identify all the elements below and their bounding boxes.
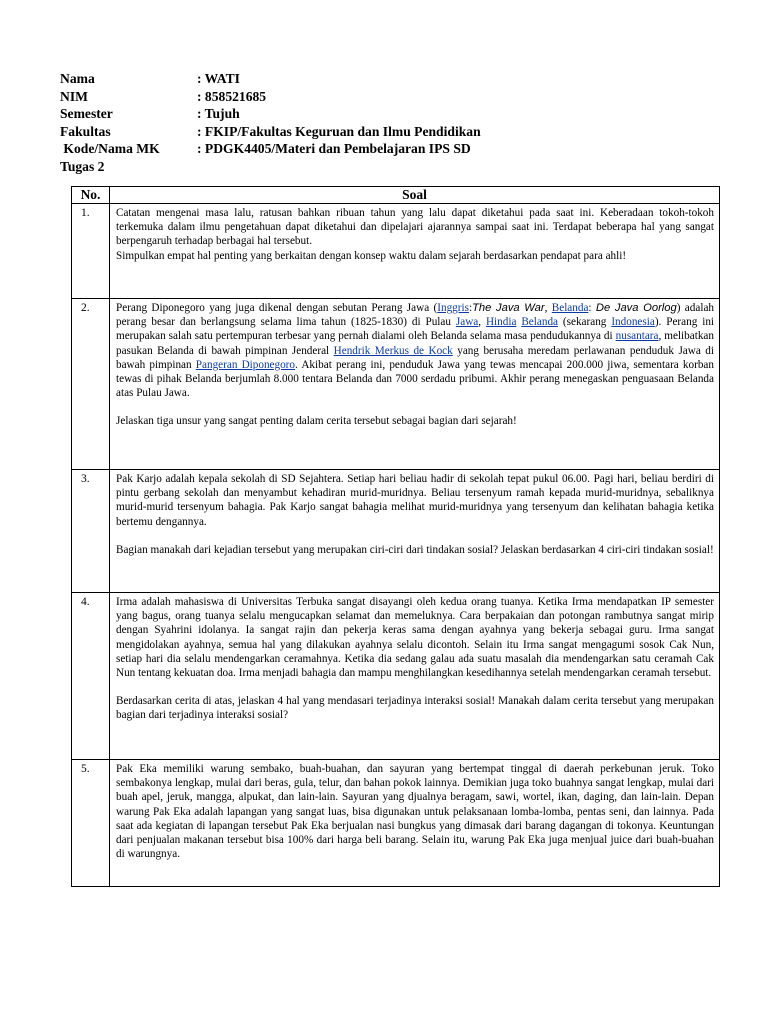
text-span: yang berusaha meredam perlawanan penduduk Jawa di bawah pimpinan (116, 344, 715, 371)
info-label: Semester (60, 106, 113, 122)
info-value: : FKIP/Fakultas Keguruan dan Ilmu Pendidikan (197, 123, 481, 139)
table-header-row (72, 187, 720, 204)
question-prompt: Jelaskan tiga unsur yang sangat penting dalam cerita tersebut sebagai bagian dari sejarah! (116, 415, 517, 428)
column-header-soal: Soal (110, 187, 720, 204)
table-row (72, 204, 720, 299)
info-label: NIM (60, 88, 88, 104)
info-label: Fakultas (60, 123, 111, 139)
link-inggris[interactable]: Inggris (437, 302, 469, 314)
info-label: Kode/Nama MK (60, 141, 160, 157)
table-row (72, 760, 720, 887)
table-row (72, 299, 720, 470)
text-span: ). Perang ini merupakan salah satu pertempuran terbesar yang pernah dialami oleh Belanda selama masa pendudukannya di (116, 316, 715, 343)
info-value: : 858521685 (197, 88, 267, 104)
info-value: : PDGK4405/Materi dan Pembelajaran IPS SD (197, 141, 471, 157)
question-text (110, 299, 720, 470)
table-row (72, 470, 720, 593)
info-row-nim (60, 88, 481, 106)
question-text (110, 593, 720, 760)
question-paragraph: Irma adalah mahasiswa di Universitas Terbuka sangat disayangi oleh kedua orang tuanya. Ketika Irma mendapatkan IP semester yang bagus, orang tuanya selalu mengucapkan selamat dan memeluknya. Cara berpakaian dan potongan rambutnya sangat mirip dengan Syahrini idolanya. Ia sangat rajin dan pekerja keras sama dengan ayahnya yang bekerja sebagai guru. Irma sangat mengidolakan ayahnya, semua hal yang dilakukan ayahnya selalu dicontoh. Selain itu Irma sangat mengagumi sosok Cak Nun, setiap hari dia selalu mendengarkan ceramahnya. Ketika dia sedang galau ada suatu masalah dia mendengarkan satu ceramah Cak Nun tentang kekuatan doa. Irma menjadi bahagia dan mampu menghilangkan kesedihannya setelah mendengarkan ceramah tersebut. (116, 596, 714, 680)
link-hendrik-merkus-de-kock[interactable]: Hendrik Merkus de Kock (333, 344, 453, 357)
link-belanda-2[interactable]: Belanda (521, 316, 558, 329)
question-number: 5. (72, 760, 110, 887)
link-hindia[interactable]: Hindia (485, 316, 517, 329)
text-span: (sekarang (558, 316, 612, 329)
question-number: 4. (72, 593, 110, 760)
info-row-kode-mk (60, 140, 481, 158)
info-value: : Tujuh (197, 106, 240, 122)
question-prompt: Berdasarkan cerita di atas, jelaskan 4 hal yang mendasari terjadinya interaksi sosial! Manakah dalam cerita tersebut yang merupakan bagian dari terjadinya interaksi sosial? (116, 695, 714, 722)
question-number: 1. (72, 204, 110, 299)
table-row (72, 593, 720, 760)
info-row-semester (60, 105, 481, 123)
info-value: : WATI (197, 71, 240, 86)
link-pangeran-diponegoro[interactable]: Pangeran Diponegoro (195, 358, 296, 371)
question-text (110, 760, 720, 887)
column-header-no: No. (72, 187, 110, 204)
text-span: . Akibat perang ini, penduduk Jawa yang tewas mencapai 200.000 jiwa, sementara korban tewas di pihak Belanda berjumlah 8.000 tentara Belanda dan 7000 serdadu pribumi. Akhir perang menegaskan penguasaan Belanda atas Pulau Jawa. (116, 358, 714, 400)
info-row-fakultas (60, 123, 481, 141)
link-belanda[interactable]: Belanda (551, 302, 589, 314)
text-span: : (468, 302, 473, 314)
text-span: , melibatkan pasukan Belanda di bawah pimpinan Jenderal (116, 330, 714, 357)
foreign-term: De Java Oorlog (595, 302, 677, 314)
question-text (110, 204, 720, 299)
questions-table (71, 186, 720, 887)
question-prompt: Bagian manakah dari kejadian tersebut yang merupakan ciri-ciri dari tindakan sosial? Jelaskan berdasarkan 4 ciri-ciri tindakan sosial! (116, 543, 714, 556)
question-prompt: Simpulkan empat hal penting yang berkaitan dengan konsep waktu dalam sejarah berdasarkan pendapat para ahli! (116, 249, 627, 262)
question-paragraph: Pak Eka memiliki warung sembako, buah-buahan, dan sayuran yang bertempat tinggal di daerah perkebunan jeruk. Toko sembakonya lengkap, mulai dari beras, gula, telur, dan bahan pokok lainnya. Demikian juga toko buahnya sangat lengkap, mulai dari buah apel, jeruk, mangga, alpukat, dan lain-lain. Sayuran yang djualnya beragam, sawi, wortel, ikan, daging, dan lain-lain. Depan warung Pak Eka adalah lapangan yang sangat luas, bisa digunakan untuk pelaksanaan lomba-lomba, pentas seni, dan lainnya. Pada saat ada kegiatan di lapangan tersebut Pak Eka berjualan nasi bungkus yang dimasak dari barang dagangan di tokonya. Keuntungan dari penjualan makanan tersebut bisa 100% dari harga beli barang. Selain itu, warung Pak Eka juga menjual juice dari buah-buahan di warungnya. (116, 763, 714, 861)
link-indonesia[interactable]: Indonesia (611, 316, 655, 329)
text-span: Perang Diponegoro yang juga dikenal dengan sebutan Perang Jawa ( (116, 302, 438, 314)
info-row-nama (60, 70, 481, 88)
text-span: , (478, 316, 486, 329)
link-nusantara[interactable]: nusantara (615, 330, 659, 343)
text-span: ) adalah perang besar dan berlangsung selama lima tahun (1825-1830) di Pulau (116, 302, 715, 329)
link-jawa[interactable]: Jawa (455, 316, 479, 329)
question-paragraph: Pak Karjo adalah kepala sekolah di SD Sejahtera. Setiap hari beliau hadir di sekolah tepat pukul 06.00. Pagi hari, beliau berdiri di pintu gerbang sekolah dan menyambut kehadiran murid-muridnya. Beliau tersenyum ramah kepada murid-muridnya, sebaliknya murid-murid tersenyum bahagia. Pak Karjo sangat bahagia melihat murid-muridnya yang tersenyum dan kelihatan bahagia ketika bertemu dengannya. (116, 473, 714, 528)
question-paragraph: Catatan mengenai masa lalu, ratusan bahkan ribuan tahun yang lalu dapat diketahui pada saat ini. Keberadaan tokoh-tokoh terkemuka dalam ilmu pengetahuan dapat diketahui dan dipelajari ajarannya sampai saat ini. Terdapat beberapa hal yang sangat berpengaruh terhadap berbagai hal tersebut. (116, 207, 714, 248)
info-label: Nama (60, 71, 95, 86)
foreign-term: The Java War (472, 302, 545, 314)
tugas-label: Tugas 2 (60, 158, 105, 174)
question-number: 2. (72, 299, 110, 470)
question-paragraph (116, 301, 714, 400)
question-number: 3. (72, 470, 110, 593)
question-text (110, 470, 720, 593)
text-span: , (544, 302, 552, 314)
text-span: : (588, 302, 596, 314)
student-info (60, 70, 481, 176)
tugas-title (60, 158, 481, 176)
